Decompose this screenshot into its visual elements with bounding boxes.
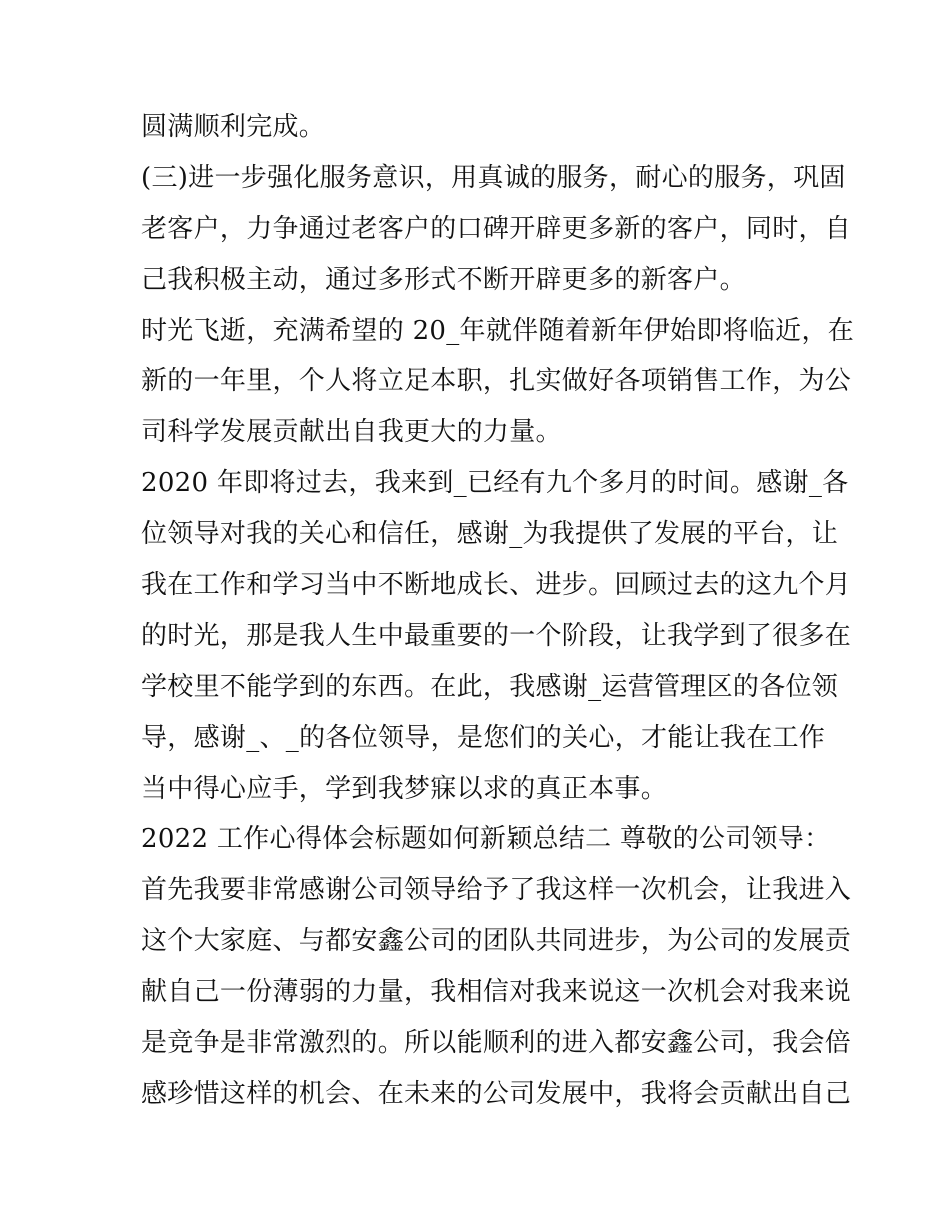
section-heading: 2022 工作心得体会标题如何新颖总结二 尊敬的公司领导： <box>141 824 831 855</box>
text-line: 感珍惜这样的机会、在未来的公司发展中，我将会贡献出自己 <box>141 1078 852 1109</box>
text-line: (三)进一步强化服务意识，用真诚的服务，耐心的服务，巩固 <box>141 162 846 193</box>
text-line: 位领导对我的关心和信任，感谢_为我提供了发展的平台，让 <box>141 519 839 550</box>
text-line: 我在工作和学习当中不断地成长、进步。回顾过去的这九个月 <box>141 570 852 601</box>
text-line: 时光飞逝，充满希望的 20_年就伴随着新年伊始即将临近，在 <box>141 315 855 346</box>
text-line: 献自己一份薄弱的力量，我相信对我来说这一次机会对我来说 <box>141 977 852 1008</box>
text-line: 老客户，力争通过老客户的口碑开辟更多新的客户，同时，自 <box>141 213 852 244</box>
text-line: 圆满顺利完成。 <box>141 112 326 142</box>
text-line: 学校里不能学到的东西。在此，我感谢_运营管理区的各位领 <box>141 671 839 702</box>
text-line: 导，感谢_、_的各位领导，是您们的关心，才能让我在工作 <box>141 722 826 753</box>
text-line: 己我积极主动，通过多形式不断开辟更多的新客户。 <box>141 264 746 295</box>
text-line: 新的一年里，个人将立足本职，扎实做好各项销售工作，为公 <box>141 366 852 397</box>
text-line: 是竞争是非常激烈的。所以能顺利的进入都安鑫公司，我会倍 <box>141 1028 852 1059</box>
text-line: 当中得心应手，学到我梦寐以求的真正本事。 <box>141 773 668 804</box>
text-line: 司科学发展贡献出自我更大的力量。 <box>141 417 562 448</box>
text-line: 首先我要非常感谢公司领导给予了我这样一次机会，让我进入 <box>141 875 852 906</box>
text-line: 2020 年即将过去，我来到_已经有九个多月的时间。感谢_各 <box>141 468 849 499</box>
text-line: 这个大家庭、与都安鑫公司的团队共同进步，为公司的发展贡 <box>141 926 852 957</box>
text-line: 的时光，那是我人生中最重要的一个阶段，让我学到了很多在 <box>141 620 852 651</box>
document-body <box>141 102 855 1120</box>
